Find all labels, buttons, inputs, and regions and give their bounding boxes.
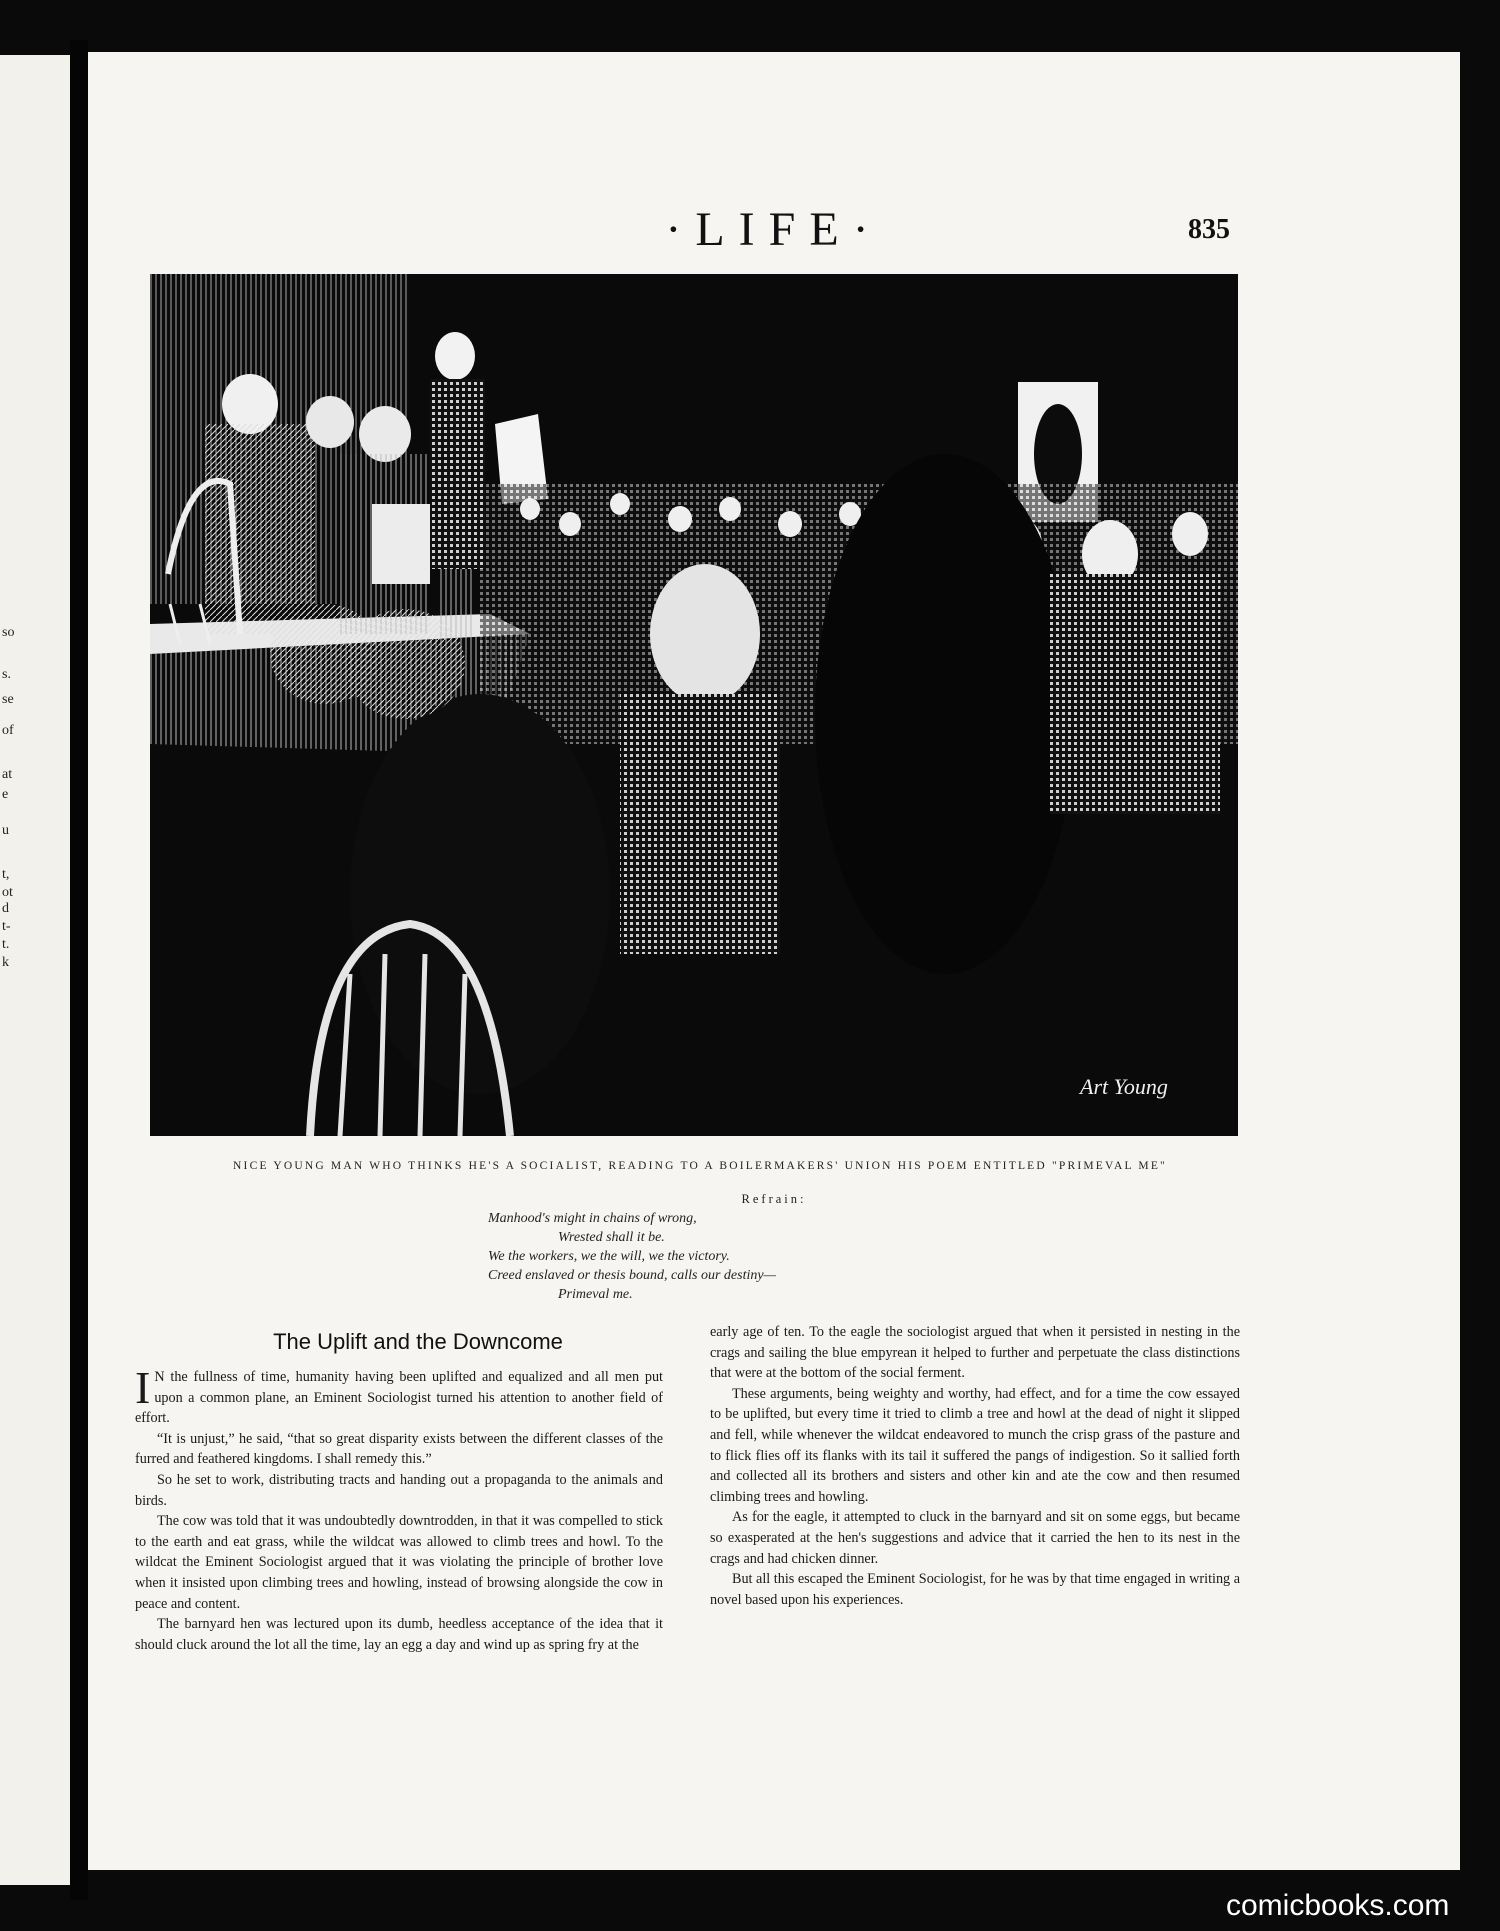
facing-page-fragment: se [2,692,14,707]
article-paragraph: But all this escaped the Eminent Sociologist, for he was by that time engaged in writing a novel based upon his experiences. [710,1571,1240,1608]
article-title: The Uplift and the Downcome [273,1329,563,1354]
magazine-page [88,52,1460,1870]
facing-page-fragment: t, [2,867,10,882]
article-paragraph: The barnyard hen was lectured upon its dumb, heedless acceptance of the idea that it should cluck around the lot all the time, lay an egg a day and wind up as spring fry at the [135,1616,663,1653]
poem-line: We the workers, we the will, we the victory. [488,1249,730,1264]
article-paragraph: As for the eagle, it attempted to cluck in the barnyard and sit on some eggs, but became so exasperated at the hen's suggestions and advice that it carried the hen to its nest in the crags and had chicken dinner. [710,1509,1240,1567]
poem-line: Creed enslaved or thesis bound, calls our destiny— [488,1268,777,1283]
poem-refrain [488,1209,776,1304]
facing-page-fragment: e [2,787,9,802]
facing-page-fragment: at [2,767,13,782]
facing-page-fragment: k [2,955,9,970]
article-paragraph: early age of ten. To the eagle the sociologist argued that when it persisted in nesting in the crags and sailing the blue empyrean it helped to further and perpetuate the class distinctions that were at the bottom of the social ferment. [710,1324,1240,1382]
article-column-left [135,1362,663,1655]
facing-page-fragment: ot [2,885,13,900]
facing-page-fragment: so [2,625,15,640]
artist-signature: Art Young [1080,1074,1168,1099]
facing-page-edge [0,55,70,1885]
illustration-caption: NICE YOUNG MAN WHO THINKS HE'S A SOCIALIST, READING TO A BOILERMAKERS' UNION HIS POEM ENTITLED "PRIMEVAL ME" [233,1160,1167,1172]
facing-page-fragment: d [2,901,9,916]
facing-page-fragment: of [2,723,14,738]
poem-refrain-label: Refrain: [741,1192,807,1206]
facing-page-fragment: u [2,823,9,838]
article-paragraph: I N the fullness of time, humanity having been uplifted and equalized and all men put upon a common plane, an Eminent Sociologist turned his attention to another field of effort. [135,1362,663,1427]
facing-page-fragment: t. [2,937,10,952]
facing-page-fragment: t- [2,919,11,934]
site-watermark: comicbooks.com [1226,1889,1450,1922]
facing-page-fragment: s. [2,667,11,682]
page-number: 835 [1188,214,1230,245]
book-gutter [70,40,88,1900]
article-paragraph: The cow was told that it was undoubtedly downtrodden, in that it was compelled to stick to the earth and eat grass, while the wildcat was allowed to climb trees and howl. To the wildcat the Eminent Sociologist argued that it was violating the principle of brother love when it insisted upon climbing trees and howling, instead of browsing alongside the cow in peace and content. [135,1513,663,1612]
article-paragraph: So he set to work, distributing tracts and handing out a propaganda to the animals and birds. [135,1471,663,1509]
drop-cap: I [135,1362,151,1413]
poem-line: Wrested shall it be. [558,1230,665,1245]
article-paragraph: These arguments, being weighty and worthy, had effect, and for a time the cow essayed to be uplifted, but every time it tried to climb a tree and howl at the dead of night it slipped and fell, while whenever the wildcat endeavored to munch the crisp grass of the pasture and to flick flies off its flanks with its tail it suffered the pangs of indigestion. So it sallied forth and collected all its brothers and sisters and other kin and ate the cow and then resumed climbing trees and howling. [710,1385,1240,1505]
poem-line: Manhood's might in chains of wrong, [488,1211,697,1226]
article-column-right [710,1322,1240,1610]
cartoon-illustration [150,274,1238,1136]
cartoon-drawing [150,274,1238,1136]
article-paragraph: “It is unjust,” he said, “that so great disparity exists between the different classes of the furred and feathered kingdoms. I shall remedy this.” [135,1430,663,1468]
masthead: ·LIFE· [665,203,883,256]
poem-line: Primeval me. [558,1287,633,1302]
